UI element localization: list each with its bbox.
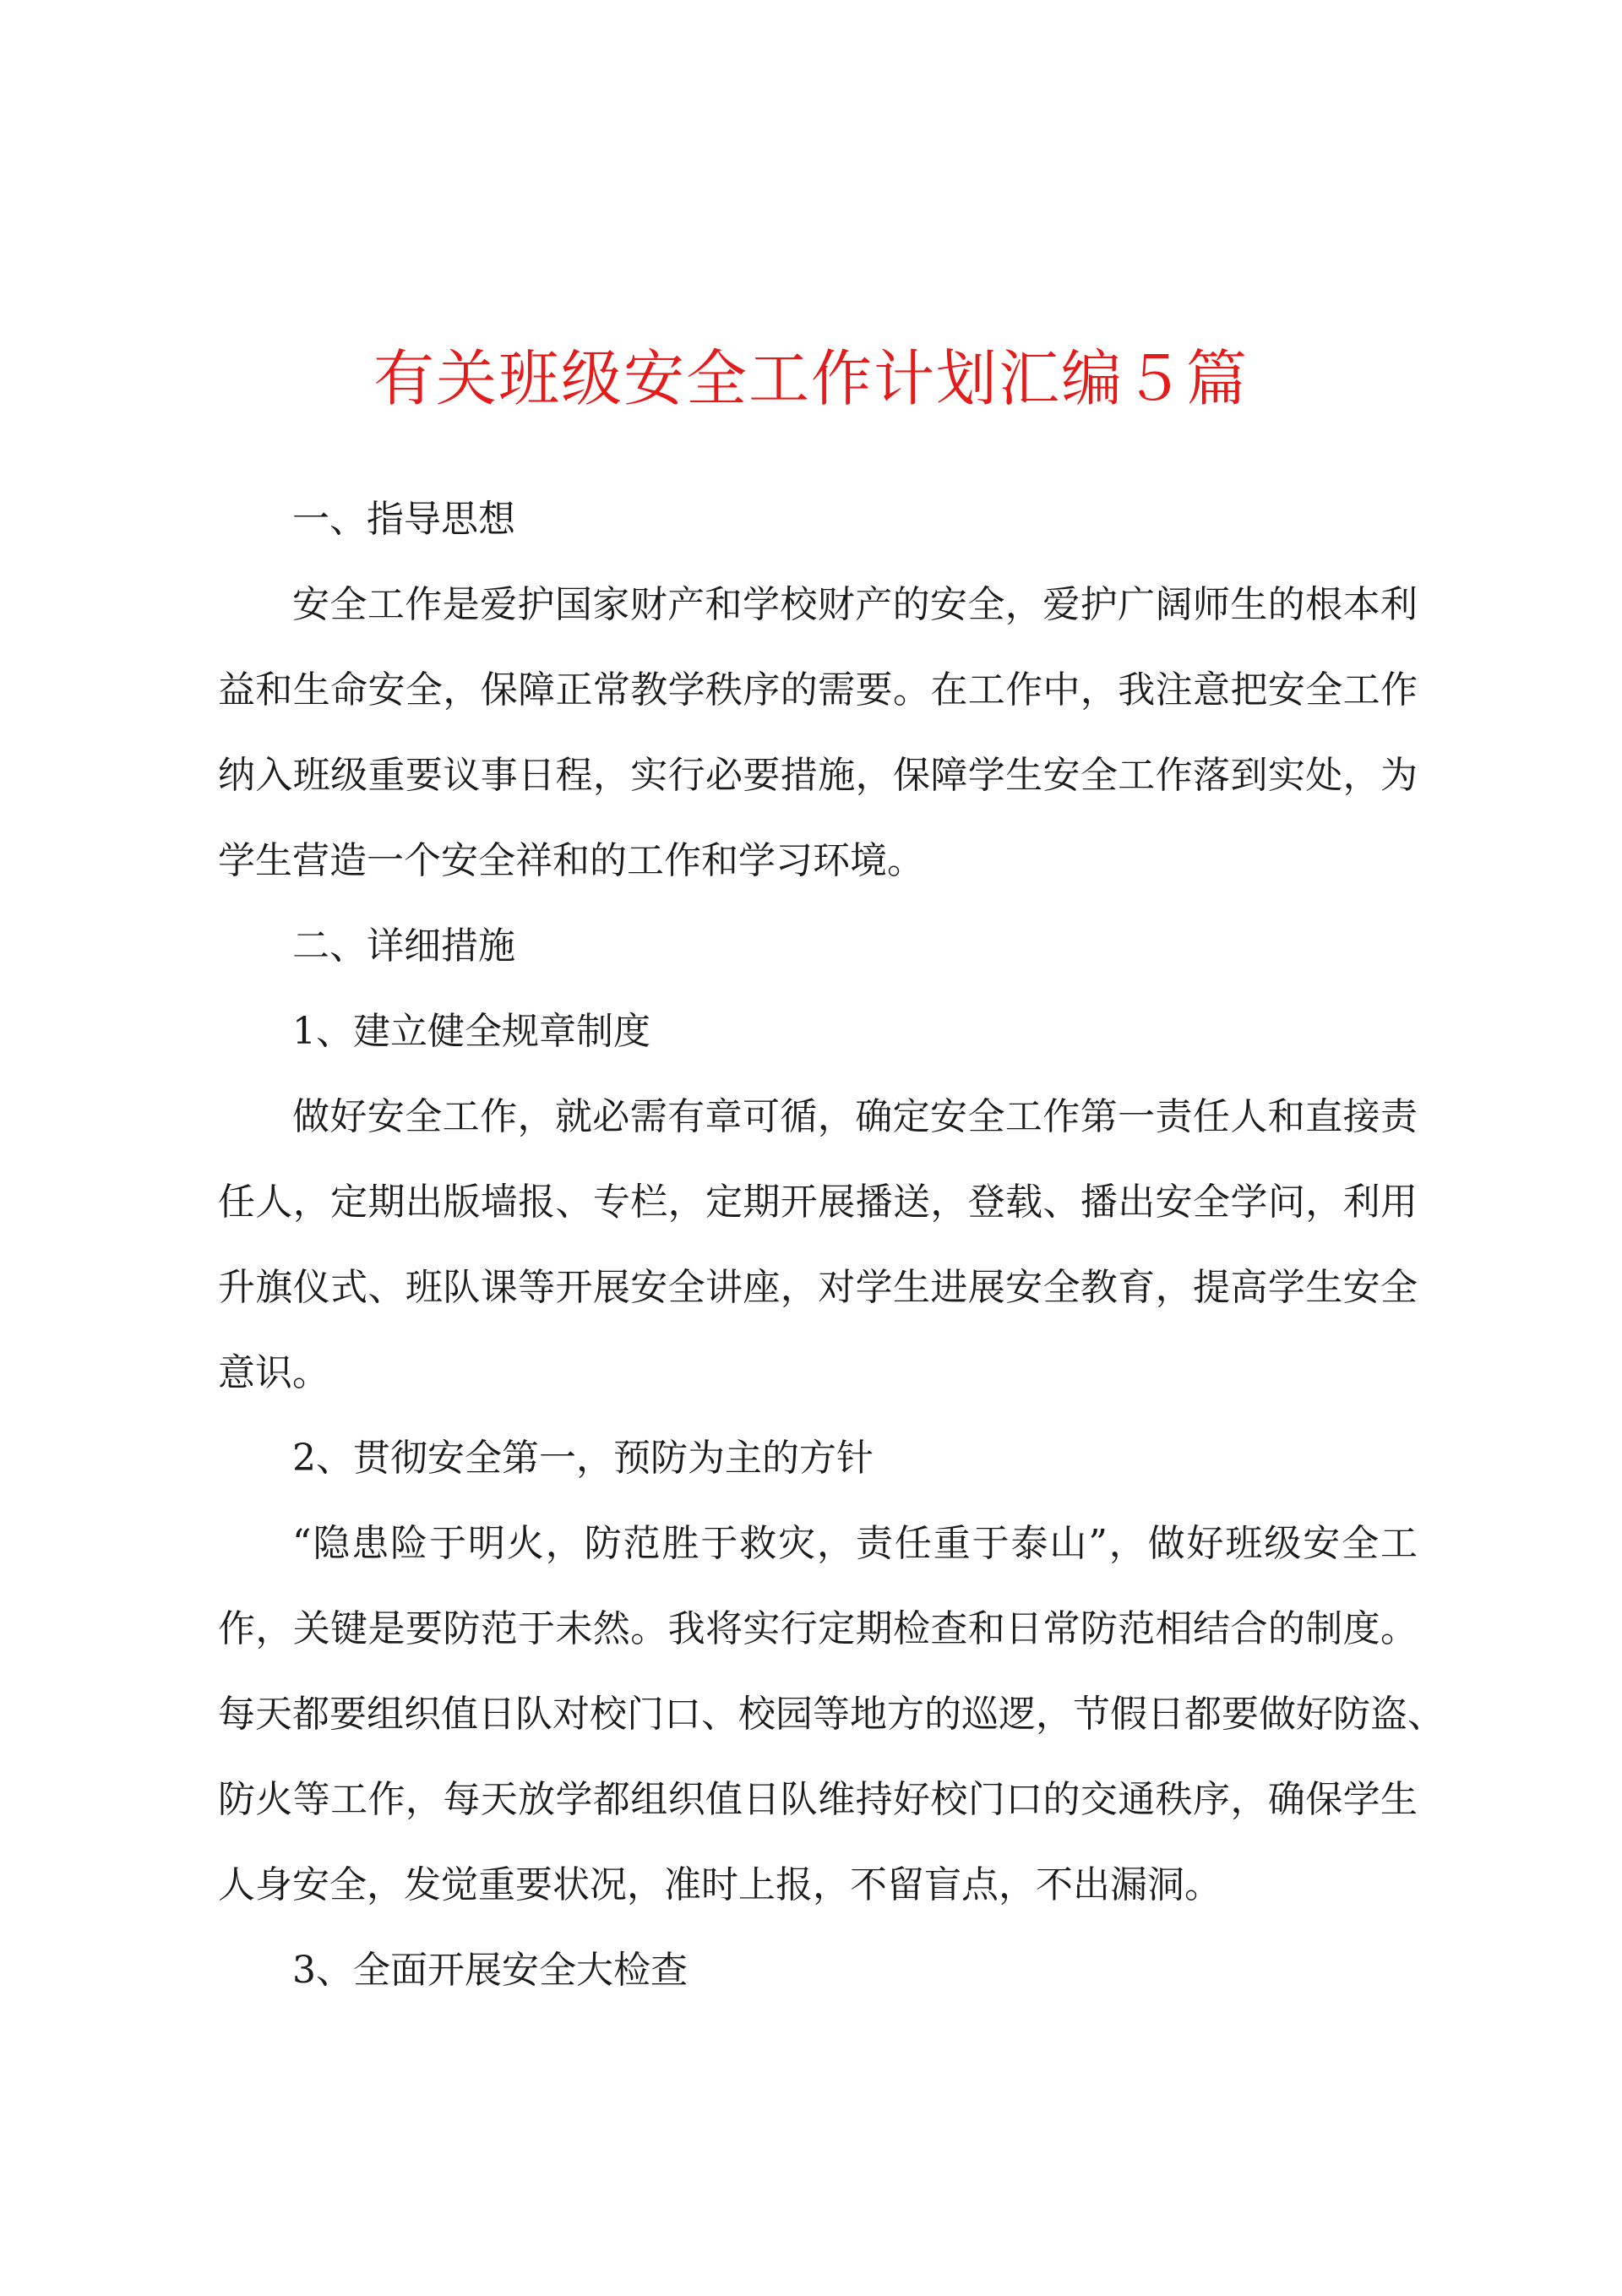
paragraph-guiding-thought (218, 562, 1418, 903)
paragraph-line: 防火等工作，每天放学都组织值日队维持好校门口的交通秩序，确保学生 (218, 1778, 1418, 1821)
paragraph-line: 学生营造一个安全祥和的工作和学习环境。 (218, 839, 924, 882)
item-heading-rules: 1、建立健全规章制度 (292, 1010, 650, 1053)
paragraph-line: 任人，定期出版墙报、专栏，定期开展播送，登载、播出安全学问，利用 (218, 1181, 1418, 1224)
paragraph-safety-first (218, 1501, 1445, 1928)
item-heading-inspection: 3、全面开展安全大检查 (292, 1949, 688, 1992)
paragraph-line: 升旗仪式、班队课等开展安全讲座，对学生进展安全教育，提高学生安全 (218, 1266, 1418, 1309)
document-title: 有关班级安全工作计划汇编５篇 (373, 343, 1249, 414)
document-body (218, 477, 1445, 2013)
paragraph-line: 作，关键是要防范于未然。我将实行定期检查和日常防范相结合的制度。 (218, 1607, 1418, 1650)
paragraph-line: 做好安全工作，就必需有章可循，确定安全工作第一责任人和直接责 (292, 1095, 1418, 1138)
paragraph-line: 人身安全，发觉重要状况，准时上报，不留盲点，不出漏洞。 (218, 1863, 1222, 1906)
section-heading-detailed-measures: 二、详细措施 (292, 924, 515, 968)
paragraph-line: 安全工作是爱护国家财产和学校财产的安全，爱护广阔师生的根本利 (292, 583, 1418, 626)
paragraph-line: 益和生命安全，保障正常教学秩序的需要。在工作中，我注意把安全工作 (218, 668, 1418, 712)
paragraph-rules (218, 1074, 1418, 1415)
section-heading-guiding-thought: 一、指导思想 (292, 498, 515, 541)
paragraph-line: 意识。 (218, 1351, 329, 1394)
paragraph-line: 每天都要组织值日队对校门口、校园等地方的巡逻，节假日都要做好防盗、 (218, 1693, 1445, 1736)
paragraph-line: “隐患险于明火，防范胜于救灾，责任重于泰山”，做好班级安全工 (292, 1522, 1418, 1565)
item-heading-safety-first: 2、贯彻安全第一，预防为主的方针 (292, 1437, 874, 1480)
paragraph-line: 纳入班级重要议事日程，实行必要措施，保障学生安全工作落到实处，为 (218, 754, 1418, 797)
